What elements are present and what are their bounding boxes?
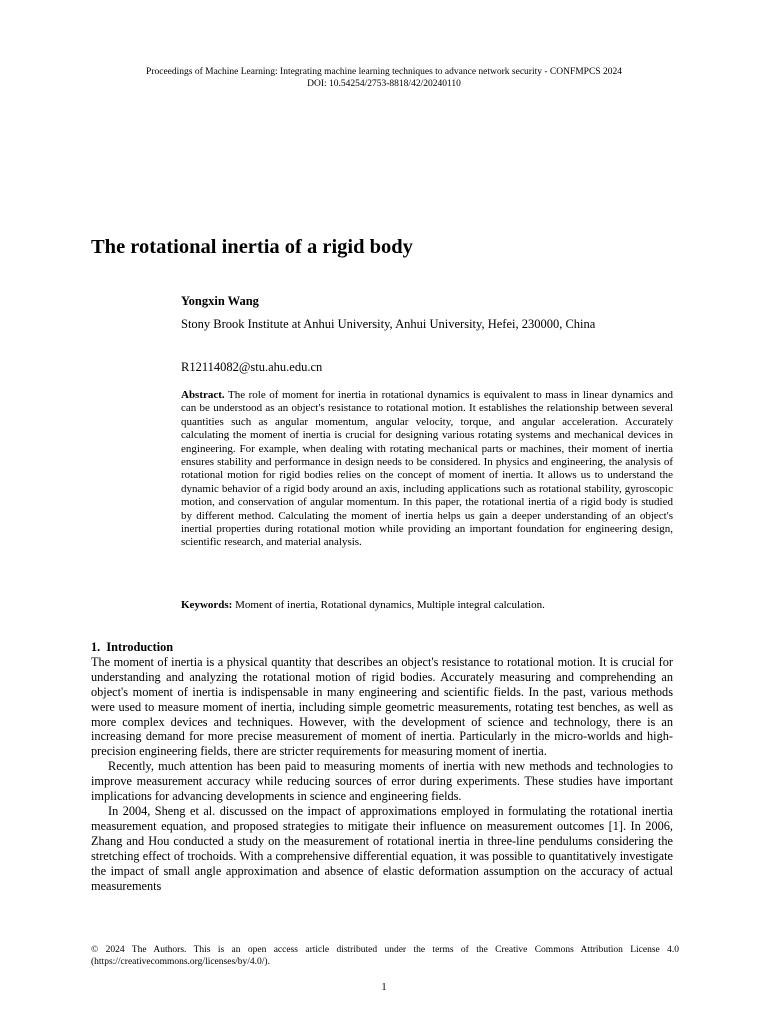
license-footnote: © 2024 The Authors. This is an open access article distributed under the terms of the Creative Commons Attribution License 4.0 (https://creativecommons.org/licenses/by/4.0/). bbox=[91, 945, 679, 967]
author-email: R12114082@stu.ahu.edu.cn bbox=[181, 360, 323, 374]
section-number: 1. bbox=[91, 640, 101, 654]
abstract-label: Abstract. bbox=[181, 389, 225, 401]
intro-paragraph-3: In 2004, Sheng et al. discussed on the impact of approximations employed in formulating the rotational inertia measurement equation, and proposed strategies to mitigate their influence on measurement outcomes [1]. In 2006, Zhang and Hou conducted a study on the measurement of rotational inertia in three-line pendulums considering the stretching effect of trochoids. With a comprehensive differential equation, it was possible to quantitatively investigate the impact of small angle approximation and absence of elastic deformation assumption on the accuracy of actual measurements bbox=[91, 803, 673, 893]
section-heading bbox=[91, 640, 673, 655]
section-title: Introduction bbox=[106, 640, 174, 654]
abstract-text: The role of moment for inertia in rotational dynamics is equivalent to mass in linear dynamics and can be understood as an object's resistance to rotational motion. It establishes the relationship between several quantities such as angular momentum, angular velocity, torque, and angular acceleration. Accurately calculating the moment of inertia is crucial for designing various rotating systems and mechanical devices in engineering. For example, when dealing with rotating mechanical parts or machines, their moment of inertia ensures stability and performance in design needs to be considered. In physics and engineering, the analysis of rotational motion for rigid bodies relies on the concept of moment of inertia. It allows us to understand the dynamic behavior of a rigid body around an axis, including applications such as rotational stability, gyroscopic motion, and conservation of angular momentum. In this paper, the rotational inertia of a rigid body is studied by different method. Calculating the moment of inertia helps us gain a deeper understanding of an object's inertial properties during rotational motion while providing an important foundation for engineering design, scientific research, and material analysis. bbox=[181, 389, 673, 549]
keywords bbox=[181, 598, 673, 612]
abstract bbox=[181, 389, 673, 550]
author-name: Yongxin Wang bbox=[181, 294, 259, 308]
paper-title: The rotational inertia of a rigid body bbox=[91, 236, 413, 258]
author-affiliation: Stony Brook Institute at Anhui University, Anhui University, Hefei, 230000, China bbox=[181, 317, 596, 331]
header-proceedings: Proceedings of Machine Learning: Integrating machine learning techniques to advance network security - CONFMPCS 2024 bbox=[146, 67, 622, 77]
running-header bbox=[60, 66, 708, 90]
intro-paragraph-2: Recently, much attention has been paid to measuring moments of inertia with new methods and technologies to improve measurement accuracy while reducing sources of error during experiments. These studies have important implications for advancing developments in science and engineering fields. bbox=[91, 759, 673, 804]
intro-paragraph-1: The moment of inertia is a physical quantity that describes an object's resistance to rotational motion. It is crucial for understanding and analyzing the rotational motion of rigid bodies. Accurately measuring and comprehending an object's moment of inertia is indispensable in many engineering and scientific fields. In the past, various methods were used to measure moment of inertia, including simple geometric measurements, rotating test benches, as well as more complex devices and techniques. However, with the development of science and technology, there is an increasing demand for more precise measurement of moment of inertia. Particularly in the micro-worlds and high-precision engineering fields, there are stricter requirements for measuring moment of inertia. bbox=[91, 654, 673, 759]
header-doi: DOI: 10.54254/2753-8818/42/20240110 bbox=[307, 79, 461, 89]
keywords-text: Moment of inertia, Rotational dynamics, Multiple integral calculation. bbox=[232, 599, 545, 611]
keywords-label: Keywords: bbox=[181, 599, 233, 611]
page-number: 1 bbox=[381, 982, 387, 993]
section-introduction bbox=[91, 640, 673, 893]
